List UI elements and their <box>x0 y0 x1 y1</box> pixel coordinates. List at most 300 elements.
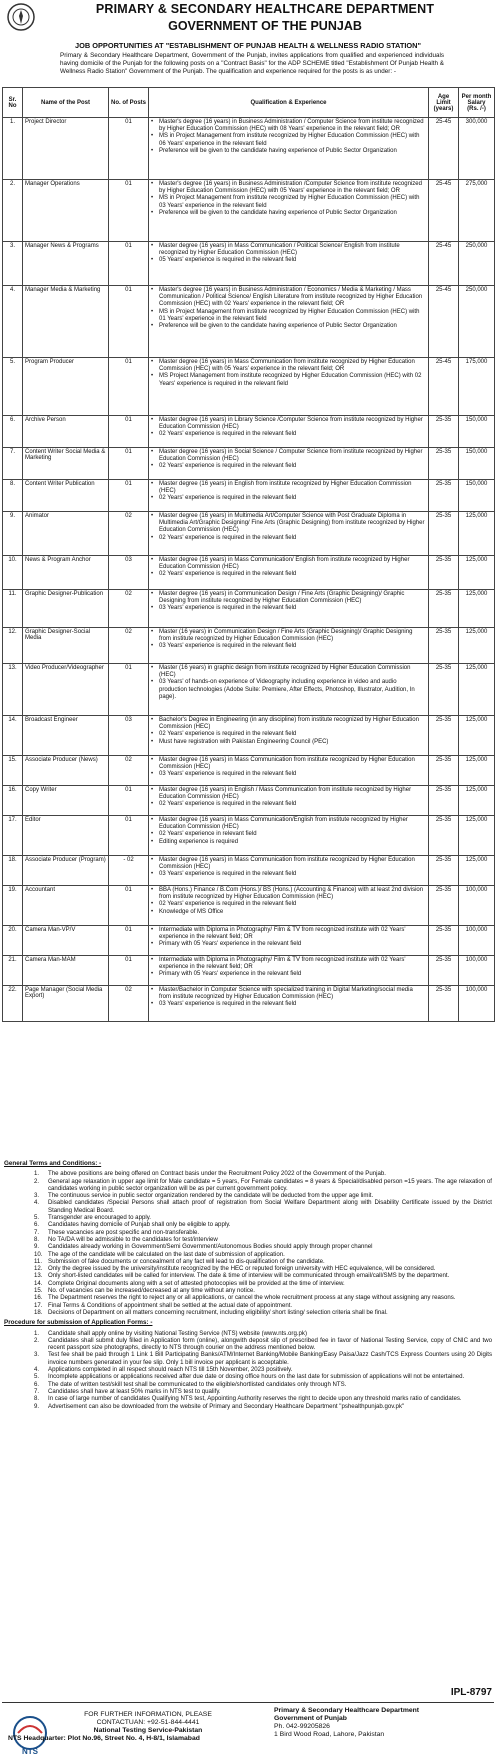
item-number: 2. <box>34 1336 40 1344</box>
item-number: 1. <box>34 1170 40 1178</box>
terms-list <box>4 1170 492 1316</box>
qualification-item: • MS in Project Management from institute recognized by Higher Education Commission (HEC) with 06 Years' experience in the relevant field <box>151 133 426 147</box>
cell-post-name: Camera Man-MAM <box>23 956 109 986</box>
term-item <box>4 1251 492 1258</box>
header-post: Name of the Post <box>23 88 109 118</box>
cell-sr: 16. <box>3 786 23 816</box>
cell-post-name: Content Writer Social Media & Marketing <box>23 448 109 480</box>
cell-post-name: Accountant <box>23 886 109 926</box>
item-number: 15. <box>34 1287 43 1295</box>
item-text: Only short-listed candidates will be called for interview. The date & time of interview will be communicated through email/call/SMS by the department. <box>48 1272 450 1280</box>
cell-qualification <box>149 886 429 926</box>
qualification-item: • Primary with 05 Years' experience in the relevant field <box>151 971 426 978</box>
cell-post-name: Manager Media & Marketing <box>23 286 109 358</box>
item-text: Incomplete applications or applications received after due date or dosing office hours on the last date for submission of applications will not be entertained. <box>48 1373 465 1381</box>
table-row <box>3 118 495 180</box>
cell-salary: 100,000 <box>459 926 495 956</box>
cell-no-of-posts: 01 <box>109 956 149 986</box>
cell-no-of-posts: 01 <box>109 448 149 480</box>
table-row <box>3 512 495 556</box>
procedure-item <box>4 1373 492 1380</box>
procedure-item <box>4 1337 492 1352</box>
cell-qualification <box>149 926 429 956</box>
item-text: No. of vacancies can be increased/decreased at any time without any notice. <box>48 1287 255 1295</box>
term-item <box>4 1178 492 1193</box>
cell-no-of-posts: 01 <box>109 180 149 242</box>
term-item <box>4 1221 492 1228</box>
cell-sr: 19. <box>3 886 23 926</box>
table-row <box>3 448 495 480</box>
cell-age-limit: 25-45 <box>429 358 459 416</box>
table-row <box>3 986 495 1022</box>
item-text: The continuous service in public sector organization rendered by the candidate will be deducted from the upper age limit. <box>48 1192 374 1200</box>
cell-qualification <box>149 512 429 556</box>
table-header-row <box>3 88 495 118</box>
cell-salary: 125,000 <box>459 556 495 590</box>
table-row <box>3 286 495 358</box>
procedure-title: Procedure for submission of Application Forms: - <box>4 1319 153 1327</box>
qualification-item: • Master degree (16 years) in Mass Communication/ English from institute recognized by Higher Education Commission (HEC) <box>151 557 426 571</box>
cell-qualification <box>149 956 429 986</box>
table-row <box>3 556 495 590</box>
table-row <box>3 416 495 448</box>
cell-sr: 20. <box>3 926 23 956</box>
cell-no-of-posts: 01 <box>109 416 149 448</box>
department-phone: Ph. 042-99205826 <box>274 1723 330 1730</box>
qualification-item: • 03 Years' experience is required in the relevant field <box>151 1001 426 1008</box>
header-qualification: Qualification & Experience <box>149 88 429 118</box>
cell-sr: 5. <box>3 358 23 416</box>
cell-qualification <box>149 590 429 628</box>
cell-age-limit: 25-35 <box>429 664 459 716</box>
cell-age-limit: 25-35 <box>429 786 459 816</box>
cell-sr: 21. <box>3 956 23 986</box>
cell-post-name: Archive Person <box>23 416 109 448</box>
item-number: 3. <box>34 1192 40 1200</box>
term-item <box>4 1265 492 1272</box>
item-text: Final Terms & Conditions of appointment shall be settled at the actual date of appointment. <box>48 1301 293 1309</box>
cell-post-name: Video Producer/Videographer <box>23 664 109 716</box>
cell-sr: 3. <box>3 242 23 286</box>
procedure-item <box>4 1403 492 1410</box>
cell-post-name: Graphic Designer-Publication <box>23 590 109 628</box>
cell-post-name: Editor <box>23 816 109 856</box>
cell-no-of-posts: 02 <box>109 512 149 556</box>
cell-salary: 150,000 <box>459 416 495 448</box>
qualification-item: • Master degree (16 years) in Social Science / Computer Science from institute recognized by Higher Education Commission (HEC) <box>151 449 426 463</box>
cell-sr: 8. <box>3 480 23 512</box>
header <box>0 0 496 40</box>
cell-salary: 125,000 <box>459 716 495 756</box>
cell-post-name: Page Manager (Social Media Export) <box>23 986 109 1022</box>
government-name: Government of Punjab <box>274 1715 347 1722</box>
item-number: 11. <box>34 1257 43 1265</box>
cell-salary: 100,000 <box>459 956 495 986</box>
cell-sr: 6. <box>3 416 23 448</box>
cell-post-name: Manager News & Programs <box>23 242 109 286</box>
item-number: 16. <box>34 1294 43 1302</box>
qualification-item: • 03 Years' experience is required in the relevant field <box>151 871 426 878</box>
ipl-number: IPL-8797 <box>450 1687 492 1698</box>
term-item <box>4 1199 492 1214</box>
item-text: General age relaxation in upper age limit for Male candidate = 5 years, For Female candidates = 8 years & Special/disabled person =15 years. The age relaxation of candidates working in public sector organization will be as per current government policy. <box>48 1177 492 1192</box>
item-text: Candidates having domicile of Punjab shall only be eligible to apply. <box>48 1221 231 1229</box>
qualification-item: • Preference will be given to the candidate having experience of Public Sector Organization <box>151 323 426 330</box>
cell-qualification <box>149 242 429 286</box>
cell-salary: 125,000 <box>459 590 495 628</box>
cell-age-limit: 25-35 <box>429 886 459 926</box>
item-text: In case of large number of candidates Qualifying NTS test, Appointing Authority reserves the right to decide upon any threshold marks ratio of candidates. <box>48 1395 462 1403</box>
item-text: These vacancies are post specific and non-transferable. <box>48 1228 200 1236</box>
nts-name: National Testing Service-Pakistan <box>93 1727 203 1734</box>
item-text: Only the degree issued by the university/institute recognized by the HEC or reputed foreign university with HEC equivalence, will be considered. <box>48 1265 436 1273</box>
item-number: 6. <box>34 1221 40 1229</box>
cell-post-name: Content Writer Publication <box>23 480 109 512</box>
cell-age-limit: 25-35 <box>429 628 459 664</box>
cell-no-of-posts: 02 <box>109 986 149 1022</box>
term-item <box>4 1192 492 1199</box>
table-row <box>3 856 495 886</box>
item-text: The above positions are being offered on Contract basis under the Recruitment Policy 2022 of the Government of the Punjab. <box>48 1170 386 1178</box>
cell-age-limit: 25-45 <box>429 180 459 242</box>
cell-no-of-posts: 01 <box>109 886 149 926</box>
qualification-item: • Master (16 years) in graphic design from institute recognized by Higher Education Commission (HEC) <box>151 665 426 679</box>
footer-box <box>2 1702 494 1759</box>
item-number: 9. <box>34 1402 40 1410</box>
cell-sr: 15. <box>3 756 23 786</box>
cell-no-of-posts: 01 <box>109 480 149 512</box>
item-number: 1. <box>34 1329 40 1337</box>
qualification-item: • MS in Project Management from institute recognized by Higher Education Commission (HEC) with 03 Years' experience in the relevant field <box>151 195 426 209</box>
item-text: The date of written test/skill test shall be communicated to the eligible/shortlisted candidates only through NTS. <box>48 1380 347 1388</box>
cell-salary: 100,000 <box>459 986 495 1022</box>
footer <box>0 1687 496 1763</box>
qualification-item: • Master degree (16 years) in Mass Communication from institute recognized by Higher Education Commission (HEC) with 05 Years' experience in the relevant field; OR <box>151 359 426 373</box>
qualification-item: • Preference will be given to the candidate having experience of Public Sector Organization <box>151 210 426 217</box>
qualification-item: • Master (16 years) in Communication Design / Fine Arts (Graphic Designing)/ Graphic Designing from institute recognized by Higher Education Commission (HEC) <box>151 629 426 643</box>
cell-no-of-posts: 01 <box>109 358 149 416</box>
cell-no-of-posts: 01 <box>109 118 149 180</box>
procedure-item <box>4 1388 492 1395</box>
qualification-item: • Intermediate with Diploma in Photography/ Film & TV from recognized institute with 02 Years' experience in the relevant field; OR <box>151 927 426 941</box>
nts-logo-text: NTS <box>22 1747 38 1756</box>
table-row <box>3 886 495 926</box>
cell-post-name: Camera Man-VP/V <box>23 926 109 956</box>
procedure-item <box>4 1351 492 1366</box>
qualification-item: • 02 Years' experience is required in the relevant field <box>151 801 426 808</box>
qualification-item: • Master degree (16 years) in Mass Communication/English from institute recognized by Higher Education Commission (HEC) <box>151 817 426 831</box>
cell-salary: 125,000 <box>459 856 495 886</box>
table-row <box>3 242 495 286</box>
cell-age-limit: 25-35 <box>429 986 459 1022</box>
cell-qualification <box>149 448 429 480</box>
qualification-item: • 02 Years' experience is required in the relevant field <box>151 463 426 470</box>
item-text: Transgender are encouraged to apply. <box>48 1214 151 1222</box>
term-item <box>4 1258 492 1265</box>
cell-salary: 150,000 <box>459 480 495 512</box>
cell-no-of-posts: - 02 <box>109 856 149 886</box>
term-item <box>4 1243 492 1250</box>
procedure-item <box>4 1366 492 1373</box>
cell-salary: 125,000 <box>459 756 495 786</box>
item-number: 6. <box>34 1380 40 1388</box>
term-item <box>4 1214 492 1221</box>
cell-salary: 125,000 <box>459 664 495 716</box>
procedure-item <box>4 1381 492 1388</box>
cell-post-name: Graphic Designer-Social Media <box>23 628 109 664</box>
nts-headquarter: NTS Headquarter: Plot No.96, Street No. 4, H-8/1, Islamabad <box>8 1735 200 1742</box>
header-sr: Sr. No <box>3 88 23 118</box>
item-text: Applications completed in all respect should reach NTS till 15th November, 2023 positively. <box>48 1366 293 1374</box>
item-text: No TA/DA will be admissible to the candidates for test/interview <box>48 1235 218 1243</box>
department-address-block <box>274 1707 494 1739</box>
item-number: 8. <box>34 1395 40 1403</box>
cell-qualification <box>149 180 429 242</box>
cell-qualification <box>149 628 429 664</box>
cell-no-of-posts: 01 <box>109 664 149 716</box>
item-number: 14. <box>34 1279 43 1287</box>
department-title: PRIMARY & SECONDARY HEALTHCARE DEPARTMENT <box>95 2 435 16</box>
cell-post-name: Manager Operations <box>23 180 109 242</box>
cell-sr: 17. <box>3 816 23 856</box>
term-item <box>4 1287 492 1294</box>
qualification-item: • Master's degree (16 years) in Business Administration / Economics / Media & Marketing / Mass Communication / Political Science/ English Literature from institute recognized by Higher Education Commission (HEC) with 02 Years' experience in the relevant field; OR <box>151 287 426 309</box>
cell-post-name: News & Program Anchor <box>23 556 109 590</box>
qualification-item: • 03 Years' experience is required in the relevant field <box>151 643 426 650</box>
qualification-item: • 02 Years' experience is required in the relevant field <box>151 495 426 502</box>
cell-sr: 14. <box>3 716 23 756</box>
qualification-item: • Intermediate with Diploma in Photography/ Film & TV from recognized institute with 02 Years' experience in the relevant field; OR <box>151 957 426 971</box>
item-number: 13. <box>34 1272 43 1280</box>
table-row <box>3 628 495 664</box>
item-text: The age of the candidate will be calculated on the last date of submission of application. <box>48 1250 285 1258</box>
qualification-item: • Master degree (16 years) in Mass Communication / Political Science/ English from institute recognized by Higher Education Commission (HEC) <box>151 243 426 257</box>
table-row <box>3 756 495 786</box>
qualification-item: • Master degree (16 years) in Multimedia Art/Computer Science with Post Graduate Diploma in Multimedia Art/Graphic Designing/ Fine Arts (Graphic Designing) from institute recognized by Higher Education Commission (HEC) <box>151 513 426 535</box>
item-number: 4. <box>34 1366 40 1374</box>
job-opportunities-heading: JOB OPPORTUNITIES AT "ESTABLISHMENT OF PUNJAB HEALTH & WELLNESS RADIO STATION" <box>74 41 422 50</box>
cell-no-of-posts: 03 <box>109 556 149 590</box>
cell-qualification <box>149 986 429 1022</box>
table-row <box>3 358 495 416</box>
term-item <box>4 1309 492 1316</box>
item-number: 10. <box>34 1250 43 1258</box>
qualification-item: • MS in Project Management from institute recognized by Higher Education Commission (HEC) with 01 Years' experience in the relevant field <box>151 309 426 323</box>
cell-age-limit: 25-45 <box>429 118 459 180</box>
cell-salary: 100,000 <box>459 886 495 926</box>
item-number: 7. <box>34 1228 40 1236</box>
item-number: 5. <box>34 1214 40 1222</box>
cell-salary: 300,000 <box>459 118 495 180</box>
cell-age-limit: 25-35 <box>429 956 459 986</box>
cell-age-limit: 25-35 <box>429 856 459 886</box>
cell-no-of-posts: 01 <box>109 816 149 856</box>
qualification-item: • 02 Years' experience in relevant field <box>151 831 426 838</box>
cell-salary: 175,000 <box>459 358 495 416</box>
term-item <box>4 1236 492 1243</box>
qualification-item: • 02 Years' experience is required in the relevant field <box>151 535 426 542</box>
cell-no-of-posts: 03 <box>109 716 149 756</box>
cell-age-limit: 25-35 <box>429 716 459 756</box>
cell-salary: 275,000 <box>459 180 495 242</box>
item-number: 2. <box>34 1177 40 1185</box>
qualification-item: • 03 Years' of hands-on experience of Videography including experience in video and audio production technologies (Adobe Suite: Premiere, After Effects, Photoshop, Illustrator, Audition, In page). <box>151 679 426 701</box>
cell-qualification <box>149 416 429 448</box>
department-address: 1 Bird Wood Road, Lahore, Pakistan <box>274 1731 385 1738</box>
item-text: Candidate shall apply online by visiting National Testing Service (NTS) website (www.nts.org.pk) <box>48 1329 307 1337</box>
cell-age-limit: 25-35 <box>429 590 459 628</box>
table-row <box>3 926 495 956</box>
qualification-item: • 03 Years' experience is required in the relevant field <box>151 605 426 612</box>
qualification-item: • Master degree (16 years) in Mass Communication from institute recognized by Higher Education Commission (HEC) <box>151 857 426 871</box>
item-number: 4. <box>34 1199 40 1207</box>
procedure-list <box>4 1330 492 1410</box>
cell-sr: 2. <box>3 180 23 242</box>
cell-qualification <box>149 664 429 716</box>
cell-post-name: Broadcast Engineer <box>23 716 109 756</box>
terms-title: General Terms and Conditions: - <box>4 1160 102 1167</box>
contact-block <box>8 1711 238 1743</box>
qualification-item: • Must have registration with Pakistan Engineering Council (PEC) <box>151 739 426 746</box>
table-row <box>3 480 495 512</box>
item-text: Test fee shall be paid through 1 Link 1 Bill Participating Banks/ATM/Internet Banking/Mobile Banking/Easy Paisa/Jazz Cash/TCS Express Counters using 20 Digits invoice numbers generated in your fee slip. Only 1 bill invoice per applicant is acceptable. <box>48 1351 492 1366</box>
header-age: Age Limit (years) <box>429 88 459 118</box>
cell-post-name: Program Producer <box>23 358 109 416</box>
cell-qualification <box>149 756 429 786</box>
cell-qualification <box>149 358 429 416</box>
item-number: 8. <box>34 1235 40 1243</box>
cell-qualification <box>149 286 429 358</box>
cell-qualification <box>149 716 429 756</box>
jobs-table <box>2 87 495 1022</box>
item-number: 12. <box>34 1265 43 1273</box>
table-row <box>3 716 495 756</box>
qualification-item: • BBA (Hons.) Finance / B.Com (Hons.)/ BS (Hons.) (Accounting & Finance) with at least 2nd division from institute recognized by Higher Education Commission (HEC) <box>151 887 426 901</box>
cell-no-of-posts: 02 <box>109 628 149 664</box>
qualification-item: • MS Project Management from institute recognized by Higher Education Commission (HEC) with 02 Years' experience is required in the relevant field <box>151 373 426 387</box>
item-text: Disabled candidates /Special Persons shall attach proof of registration from Social Welfare Department along with Disability Certificate issued by the District Standing Medical Board. <box>48 1199 492 1214</box>
contact-phone: CONTACTUAN: +92-51-844-4441 <box>96 1719 200 1726</box>
cell-age-limit: 25-35 <box>429 756 459 786</box>
item-text: Candidates already working in Government/Semi Government/Autonomous Bodies should apply through proper channel <box>48 1243 373 1251</box>
intro-paragraph: Primary & Secondary Healthcare Department, Government of the Punjab, invites applications from qualified and experienced individuals having domicile of the Punjab for the following posts on a "Contract Basis" for the ADP SCHEME titled "Establishment Of Punjab Health & Wellness Radio Station" Government of the Punjab. The qualification and experience required for the posts is as under: - <box>60 52 444 76</box>
qualification-item: • 05 Years' experience is required in the relevant field <box>151 257 426 264</box>
qualification-item: • Knowledge of MS Office <box>151 909 426 916</box>
cell-age-limit: 25-35 <box>429 556 459 590</box>
item-number: 17. <box>34 1301 43 1309</box>
cell-post-name: Copy Writer <box>23 786 109 816</box>
cell-salary: 250,000 <box>459 286 495 358</box>
item-number: 9. <box>34 1243 40 1251</box>
qualification-item: • Editing experience is required <box>151 839 426 846</box>
cell-sr: 4. <box>3 286 23 358</box>
cell-sr: 12. <box>3 628 23 664</box>
term-item <box>4 1272 492 1279</box>
header-posts: No. of Posts <box>109 88 149 118</box>
cell-sr: 9. <box>3 512 23 556</box>
cell-salary: 150,000 <box>459 448 495 480</box>
table-row <box>3 664 495 716</box>
table-row <box>3 956 495 986</box>
cell-age-limit: 25-35 <box>429 416 459 448</box>
qualification-item: • Master/Bachelor in Computer Science with specialized training in Digital Marketing/social media from institute recognized by Higher Education Commission (HEC) <box>151 987 426 1001</box>
qualification-item: • 02 Years' experience is required in the relevant field <box>151 731 426 738</box>
term-item <box>4 1302 492 1309</box>
punjab-government-emblem-icon <box>6 2 36 32</box>
terms-section <box>4 1158 492 1410</box>
cell-qualification <box>149 118 429 180</box>
cell-age-limit: 25-35 <box>429 816 459 856</box>
info-title: FOR FURTHER INFORMATION, PLEASE <box>84 1711 212 1718</box>
procedure-item <box>4 1330 492 1337</box>
table-row <box>3 590 495 628</box>
cell-qualification <box>149 480 429 512</box>
item-text: Complete Original documents along with a set of attested photocopies will be provided at the time of interview. <box>48 1279 345 1287</box>
jobs-table-body <box>3 118 495 1022</box>
cell-salary: 125,000 <box>459 628 495 664</box>
cell-age-limit: 25-35 <box>429 926 459 956</box>
qualification-item: • 02 Years' experience is required in the relevant field <box>151 901 426 908</box>
cell-no-of-posts: 01 <box>109 926 149 956</box>
department-name: Primary & Secondary Healthcare Department <box>274 1707 420 1714</box>
table-row <box>3 816 495 856</box>
term-item <box>4 1229 492 1236</box>
qualification-item: • Master degree (16 years) in English / Mass Communication from institute recognized by Higher Education Commission (HEC) <box>151 787 426 801</box>
cell-no-of-posts: 01 <box>109 242 149 286</box>
cell-salary: 125,000 <box>459 786 495 816</box>
header-salary: Per month Salary (Rs. /-) <box>459 88 495 118</box>
cell-age-limit: 25-35 <box>429 480 459 512</box>
cell-age-limit: 25-45 <box>429 286 459 358</box>
item-number: 5. <box>34 1373 40 1381</box>
item-text: The Department reserves the right to reject any or all applications, or cancel the whole recruitment process at any stage without assigning any reasons. <box>48 1294 456 1302</box>
cell-sr: 10. <box>3 556 23 590</box>
cell-post-name: Associate Producer (Program) <box>23 856 109 886</box>
cell-sr: 22. <box>3 986 23 1022</box>
qualification-item: • Master degree (16 years) in Library Science /Computer Science from institute recognized by Higher Education Commission (HEC) <box>151 417 426 431</box>
qualification-item: • 02 Years' experience is required in the relevant field <box>151 431 426 438</box>
qualification-item: • Bachelor's Degree in Engineering (in any discipline) from institute recognized by Higher Education Commission (HEC) <box>151 717 426 731</box>
cell-sr: 13. <box>3 664 23 716</box>
term-item <box>4 1294 492 1301</box>
item-text: Decisions of Department on all matters concerning recruitment, including eligibility/ short listing/ selection criteria shall be final. <box>48 1308 388 1316</box>
cell-sr: 7. <box>3 448 23 480</box>
item-number: 7. <box>34 1387 40 1395</box>
cell-qualification <box>149 556 429 590</box>
cell-salary: 125,000 <box>459 512 495 556</box>
cell-age-limit: 25-35 <box>429 512 459 556</box>
term-item <box>4 1170 492 1177</box>
government-title: GOVERNMENT OF THE PUNJAB <box>168 19 362 33</box>
cell-salary: 250,000 <box>459 242 495 286</box>
item-number: 3. <box>34 1351 40 1359</box>
cell-no-of-posts: 02 <box>109 756 149 786</box>
cell-salary: 125,000 <box>459 816 495 856</box>
item-text: Advertisement can also be downloaded from the website of Primary and Secondary Healthcare Department "pshealthpunjab.gov.pk" <box>48 1402 405 1410</box>
procedure-item <box>4 1395 492 1402</box>
qualification-item: • 03 Years' experience is required in the relevant field <box>151 771 426 778</box>
item-number: 18. <box>34 1308 43 1316</box>
qualification-item: • Master's degree (16 years) in Business Administration /Computer Science from institute recognized by Higher Education Commission (HEC) with 05 Years' experience in the relevant field; OR <box>151 181 426 195</box>
cell-post-name: Animator <box>23 512 109 556</box>
cell-no-of-posts: 02 <box>109 590 149 628</box>
cell-no-of-posts: 01 <box>109 286 149 358</box>
cell-age-limit: 25-45 <box>429 242 459 286</box>
qualification-item: • Master degree (16 years) in English from institute recognized by Higher Education Commission (HEC) <box>151 481 426 495</box>
cell-no-of-posts: 01 <box>109 786 149 816</box>
qualification-item: • Master degree (16 years) in Mass Communication from institute recognized by Higher Education Commission (HEC) <box>151 757 426 771</box>
qualification-item: • Primary with 05 Years' experience in the relevant field <box>151 941 426 948</box>
